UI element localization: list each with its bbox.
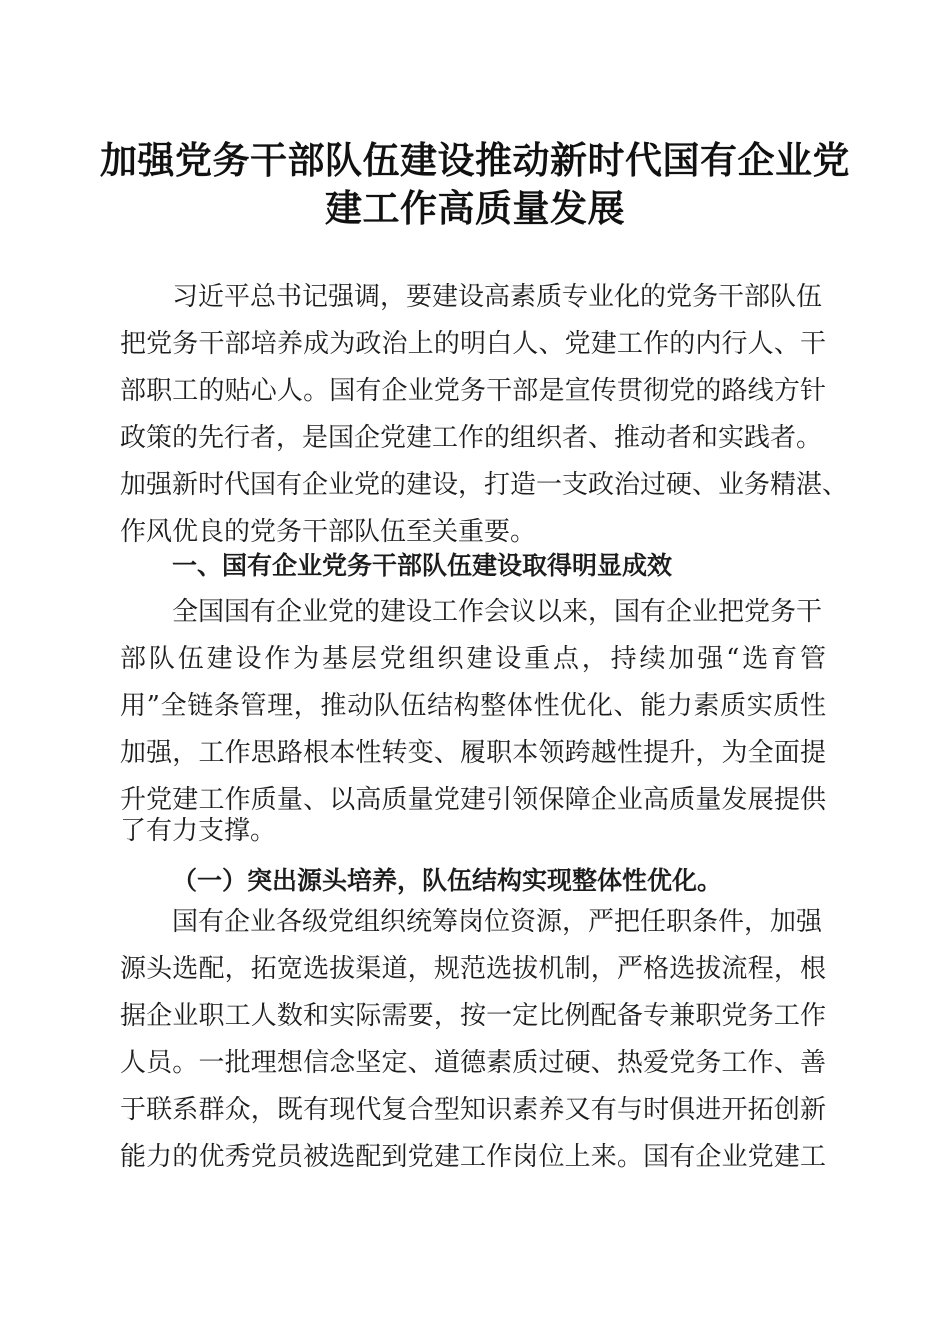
body-line: 据企业职工人数和实际需要，按一定比例配备专兼职党务工作 [120,1001,826,1031]
body-line: 能力的优秀党员被选配到党建工作岗位上来。国有企业党建工 [120,1142,826,1172]
body-line: 全国国有企业党的建设工作会议以来，国有企业把党务干 [172,597,823,627]
body-line: 人员。一批理想信念坚定、道德素质过硬、热爱党务工作、善 [120,1048,826,1078]
title-line-2: 建工作高质量发展 [325,186,625,230]
body-line: 加强新时代国有企业党的建设，打造一支政治过硬、业务精湛、 [120,470,849,500]
body-line: 作风优良的党务干部队伍至关重要。 [120,517,537,547]
body-line: 加强，工作思路根本性转变、履职本领跨越性提升，为全面提 [120,738,826,768]
subsection-heading: （一）突出源头培养，队伍结构实现整体性优化。 [172,866,723,895]
title-line-1: 加强党务干部队伍建设推动新时代国有企业党 [100,138,850,182]
body-line: 国有企业各级党组织统筹岗位资源，严把任职条件，加强 [172,907,823,937]
body-line: 升党建工作质量、以高质量党建引领保障企业高质量发展提供 [120,785,826,815]
body-line: 部职工的贴心人。国有企业党务干部是宣传贯彻党的路线方针 [120,376,826,406]
body-line: 于联系群众，既有现代复合型知识素养又有与时俱进开拓创新 [120,1095,826,1125]
body-line: 用”全链条管理，推动队伍结构整体性优化、能力素质实质性 [120,691,826,721]
body-line: 政策的先行者，是国企党建工作的组织者、推动者和实践者。 [120,423,823,453]
body-line: 习近平总书记强调，要建设高素质专业化的党务干部队伍 [172,282,823,312]
body-line: 了有力支撑。 [120,816,277,846]
body-line: 部队伍建设作为基层党组织建设重点，持续加强“选育管 [120,644,826,674]
section-heading: 一、国有企业党务干部队伍建设取得明显成效 [172,551,673,580]
body-line: 把党务干部培养成为政治上的明白人、党建工作的内行人、干 [120,329,826,359]
document-title [100,136,850,232]
body-line: 源头选配，拓宽选拔渠道，规范选拔机制，严格选拔流程，根 [120,954,826,984]
